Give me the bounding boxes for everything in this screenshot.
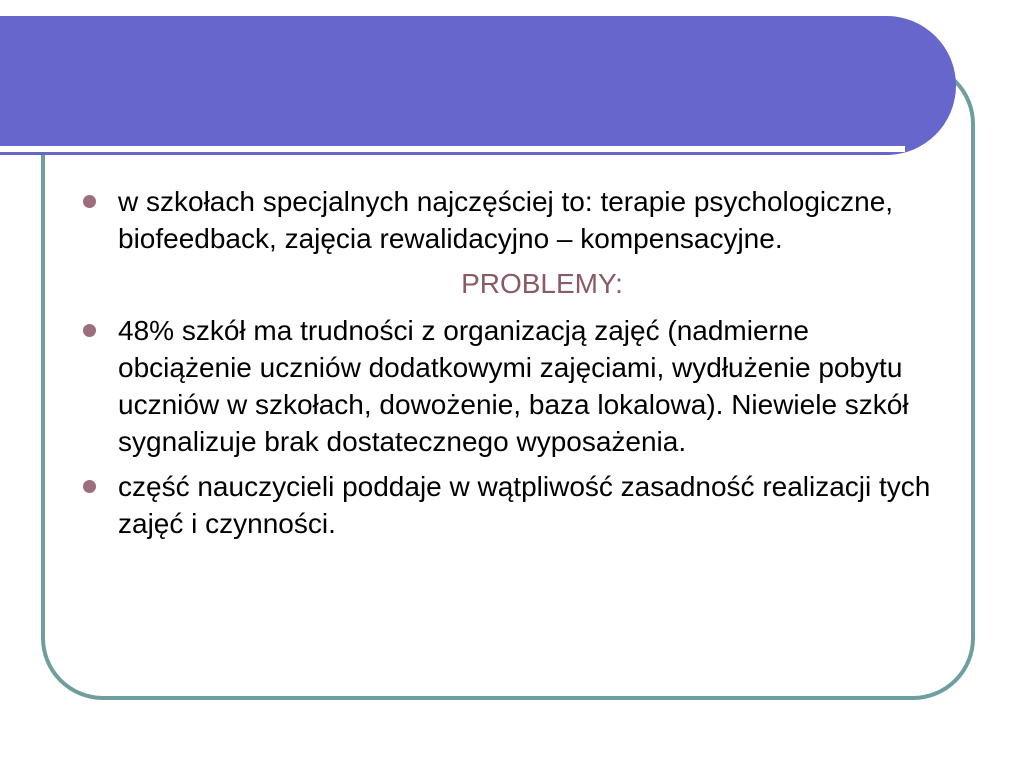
bullet-dot-icon — [83, 195, 96, 208]
header-rule — [0, 146, 905, 152]
bullet-text: część nauczycieli poddaje w wątpliwość zasadność realizacji tych zajęć i czynności. — [118, 471, 931, 539]
section-subheading: PROBLEMY: — [461, 268, 623, 299]
bullet-item — [80, 468, 950, 542]
bullet-text: w szkołach specjalnych najczęściej to: terapie psychologiczne, biofeedback, zajęcia rewalidacyjno – kompensacyjne. — [118, 186, 894, 254]
bullet-dot-icon — [83, 324, 96, 337]
bullet-dot-icon — [83, 480, 96, 493]
bullet-text: 48% szkół ma trudności z organizacją zajęć (nadmierne obciążenie uczniów dodatkowymi zajęciami, wydłużenie pobytu uczniów w szkołach, dowożenie, baza lokalowa). Niewiele szkół sygnalizuje brak dostatecznego wyposażenia. — [118, 315, 909, 457]
slide-body — [80, 183, 950, 550]
bullet-item — [80, 312, 950, 460]
bullet-item — [80, 183, 950, 257]
header-band — [0, 16, 956, 155]
